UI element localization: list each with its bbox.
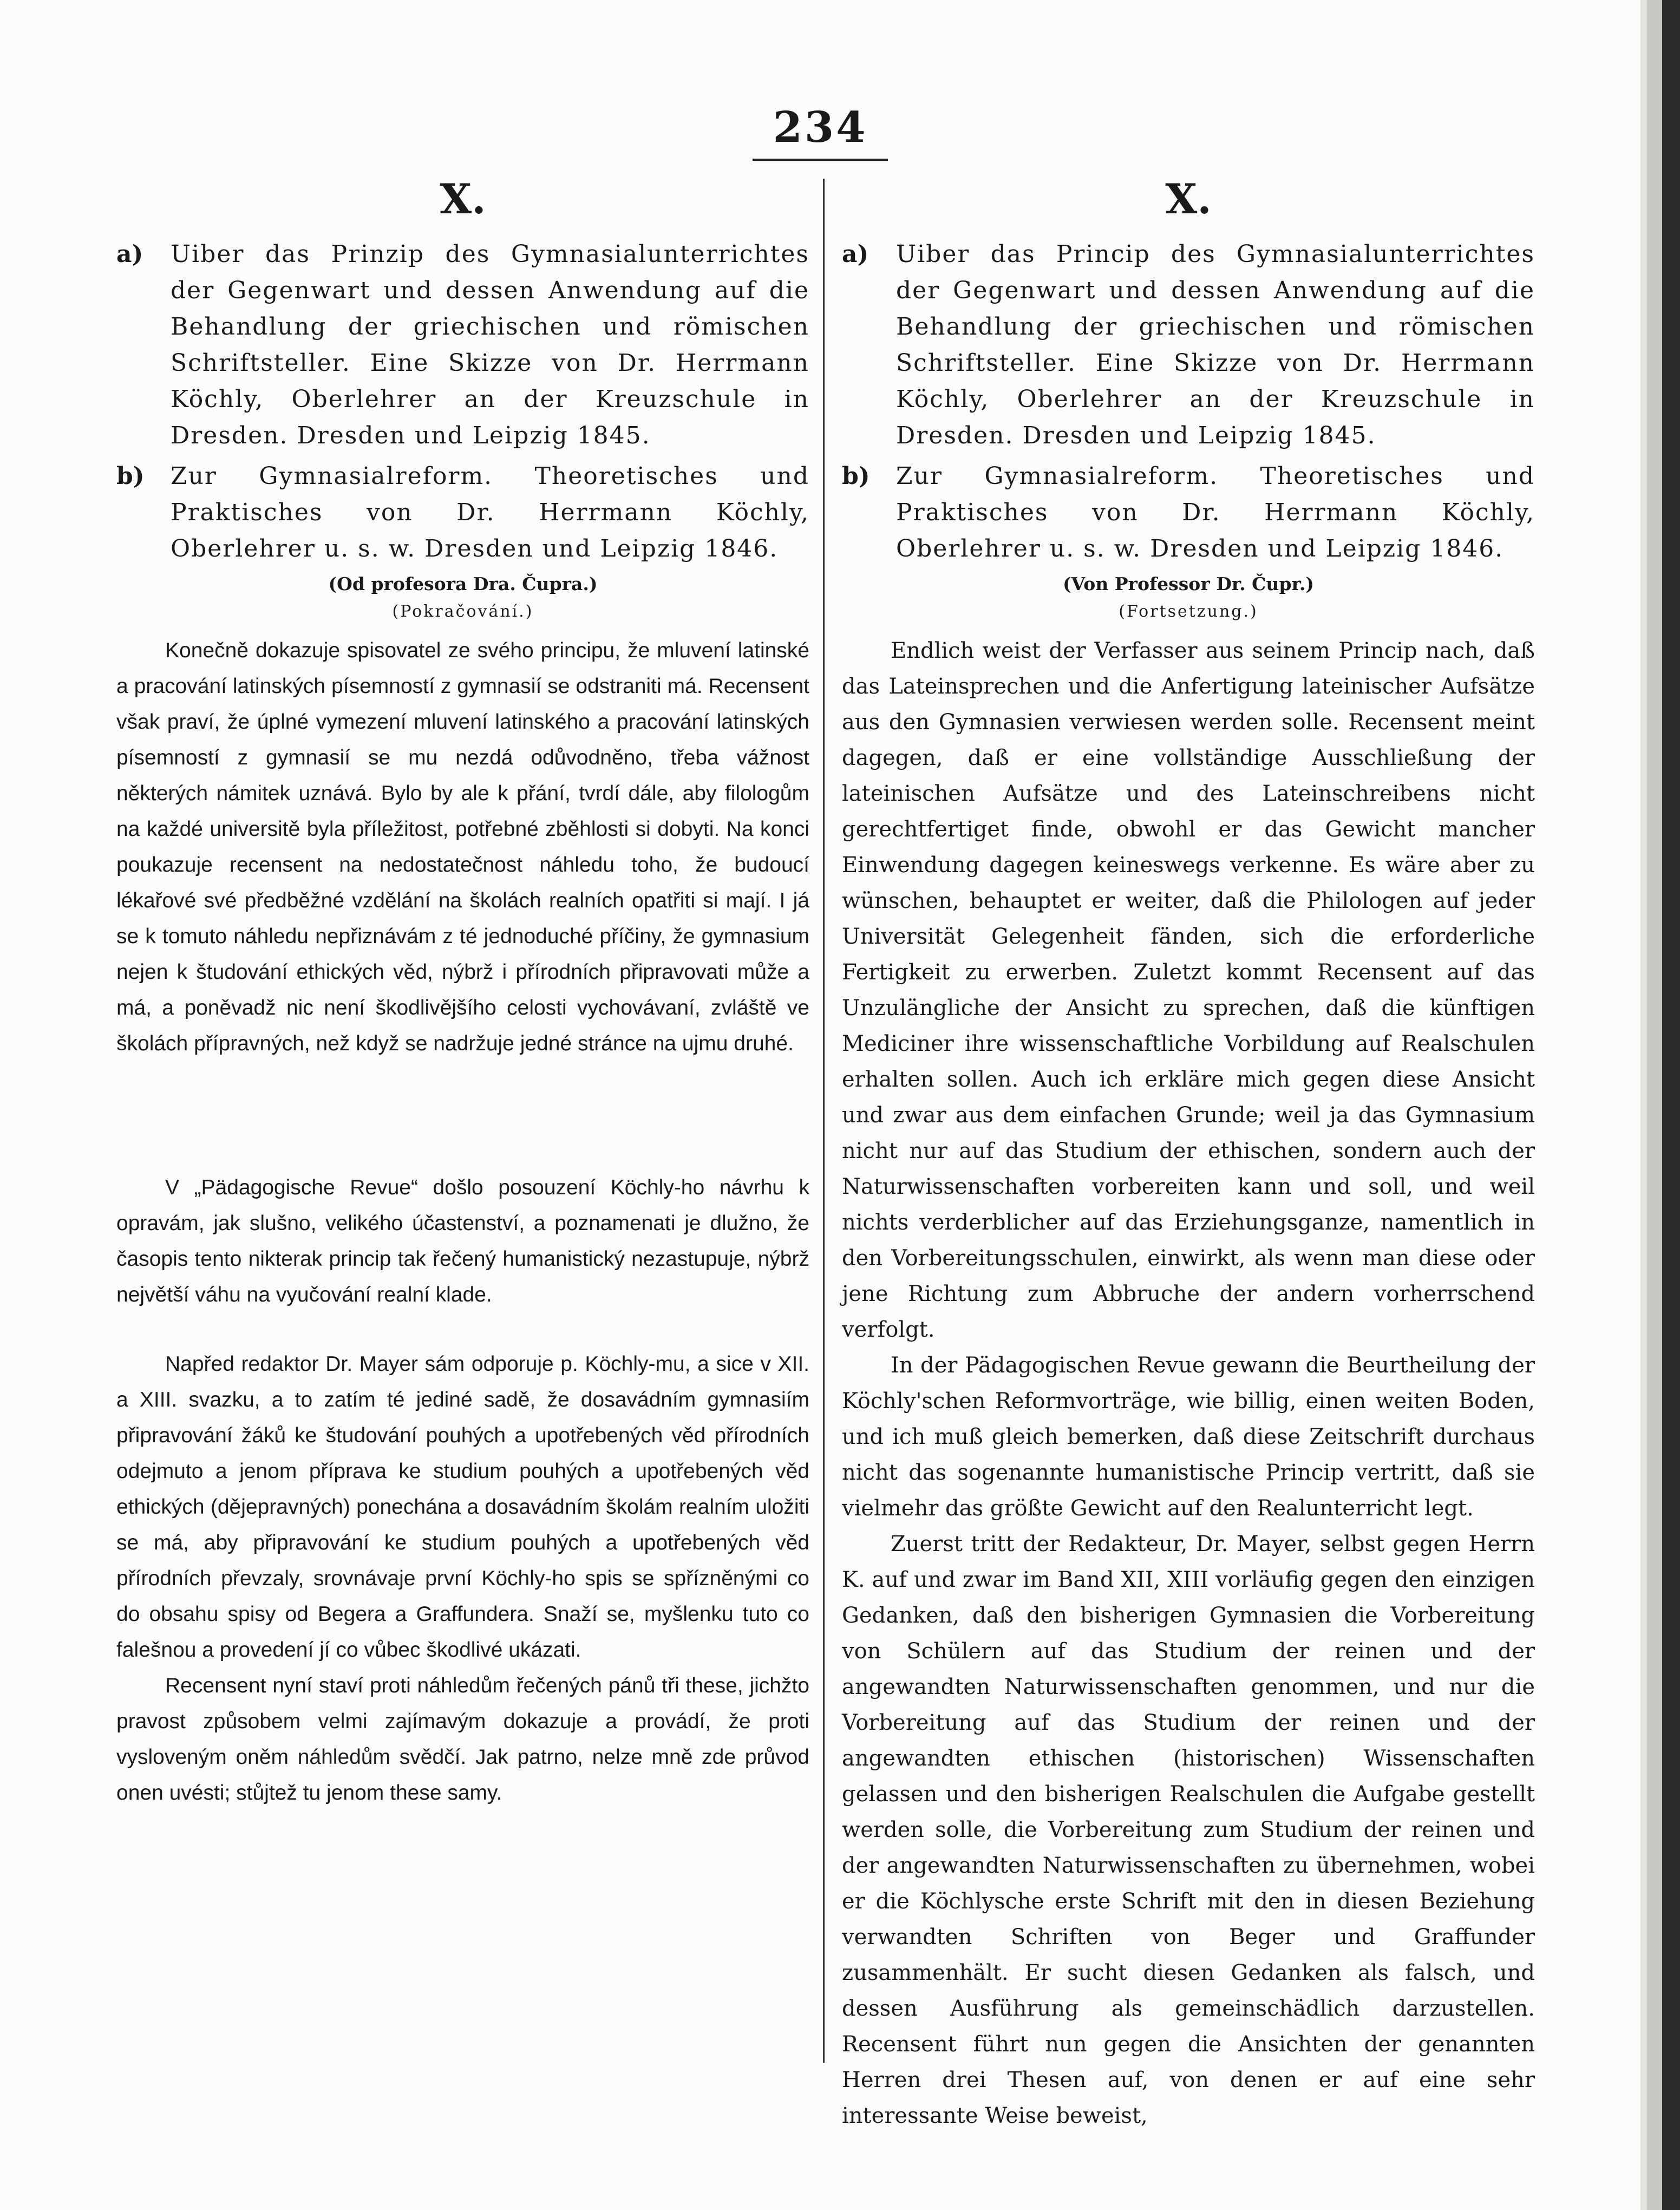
bibliography-entry-a: [116, 236, 809, 454]
author-attribution: (Von Professor Dr. Čupr.): [1063, 573, 1314, 594]
entry-label: a): [116, 240, 143, 268]
body-paragraph: V „Pädagogische Revue“ došlo posouzení Köchly-ho návrhu k opravám, jak slušno, velikého účastenství, a poznamenati je dlužno, že časopis tento nikterak princip tak řečený humanistický nezastupuje, nýbrž největší váhu na vyučování realní klade.: [116, 1176, 809, 1306]
entry-label: b): [116, 462, 145, 490]
body-paragraph: Endlich weist der Verfasser aus seinem Princip nach, daß das Lateinsprechen und die Anfertigung lateinischer Aufsätze aus den Gymnasien verwiesen werden solle. Recensent meint dagegen, daß er eine vollständige Ausschließung der lateinischen Aufsätze und des Lateinschreibens nicht gerechtfertiget finde, obwohl er das Gewicht mancher Einwendung dagegen keineswegs verkenne. Es wäre aber zu wünschen, behauptet er weiter, daß die Philologen auf jeder Universität Gelegenheit fänden, sich die erforderliche Fertigkeit zu erwerben. Zuletzt kommt Recensent auf das Unzulängliche der Ansicht zu sprechen, daß die künftigen Mediciner ihre wissenschaftliche Vorbildung auf Realschulen erhalten sollen. Auch ich erkläre mich gegen diese Ansicht und zwar aus dem einfachen Grunde; weil ja das Gymnasium nicht nur auf das Studium der ethischen, sondern auch der Naturwissenschaften vorbereiten kann und soll, und weil nichts verderblicher auf das Erziehungsganze, namentlich in den Vorbereitungsschulen, einwirkt, als wenn man diese oder jene Richtung zum Abbruche der andern vorherrschend verfolgt.: [842, 638, 1535, 1342]
continuation-note: (Fortsetzung.): [1119, 602, 1258, 621]
entry-text: Zur Gymnasialreform. Theoretisches und Praktisches von Dr. Herrmann Köchly, Oberlehrer u. s. w. Dresden und Leipzig 1846.: [171, 462, 809, 563]
body-paragraph: In der Pädagogischen Revue gewann die Beurtheilung der Köchly'schen Reformvorträge, wie billig, einen weiten Boden, und ich muß gleich bemerken, daß diese Zeitschrift durchaus nicht das sogenannte humanistische Princip vertritt, daß sie vielmehr das größte Gewicht auf den Realunterricht legt.: [842, 1353, 1535, 1521]
section-numeral: X.: [1165, 175, 1212, 223]
bibliography-entry-a: [842, 236, 1535, 454]
column-divider: [823, 179, 825, 2063]
entry-text: Uiber das Prinzip des Gymnasialunterrichtes der Gegenwart und dessen Anwendung auf die Behandlung der griechischen und römischen Schriftsteller. Eine Skizze von Dr. Herrmann Köchly, Oberlehrer an der Kreuzschule in Dresden. Dresden und Leipzig 1845.: [171, 240, 809, 449]
czech-column: [116, 175, 809, 1811]
continuation-note: (Pokračování.): [392, 602, 534, 621]
bibliography-entry-b: [116, 458, 809, 567]
body-paragraph: Konečně dokazuje spisovatel ze svého principu, že mluvení latinské a pracování latinských písemností z gymnasií se odstraniti má. Recensent však praví, že úplné vymezení mluvení latinského a pracování latinských písemností z gymnasií se mu nezdá odůvodněno, třeba vážnost některých námitek uznává. Bylo by ale k přání, tvrdí dále, aby filologům na každé universitě byla příležitost, potřebné zběhlosti si dobyti. Na konci poukazuje recensent na nedostatečnost náhledu toho, že budoucí lékařové své předběžné vzdělání na školách realních opatřiti si mají. I já se k tomuto náhledu nepřiznávám z té jednoduché příčiny, že gymnasium nejen k študování ethických věd, nýbrž i přírodních připravovati může a má, a poněvadž nic není škodlivějšího celosti vychovávaní, zvláště ve školách přípravných, než když se nadržuje jedné stránce na ujmu druhé.: [116, 639, 809, 1055]
entry-label: b): [842, 462, 870, 490]
german-column: [842, 175, 1535, 2134]
body-paragraph: Napřed redaktor Dr. Mayer sám odporuje p. Köchly-mu, a sice v XII. a XIII. svazku, a to zatím té jediné sadě, že dosavádním gymnasiím připravování žáků ke študování pouhých a upotřebených věd přírodních odejmuto a jenom příprava ke studium pouhých a upotřebených věd ethických (dějepravných) ponechána a dosavádním školám realním uložiti se má, aby připravování ke studium pouhých a upotřebených věd přírodních převzaly, srovnávaje první Köchly-ho spis se spřízněnými co do obsahu spisy od Begera a Graffundera. Snaží se, myšlenku tuto co falešnou a provedení jí co vůbec škodlivé ukázati.: [116, 1352, 809, 1662]
author-attribution: (Od profesora Dra. Čupra.): [328, 573, 598, 594]
body-paragraph: Zuerst tritt der Redakteur, Dr. Mayer, selbst gegen Herrn K. auf und zwar im Band XII, XIII vorläufig gegen den einzigen Gedanken, daß den bisherigen Gymnasien die Vorbereitung von Schülern auf das Studium der reinen und der angewandten Naturwissenschaften genommen, und nur die Vorbereitung auf das Studium der reinen und der angewandten ethischen (historischen) Wissenschaften gelassen und den bisherigen Realschulen die Aufgabe gestellt werden solle, die Vorbereitung zum Studium der reinen und der angewandten Naturwissenschaften zu übernehmen, wobei er die Köchlysche erste Schrift mit den in diesen Beziehung verwandten Schriften von Beger und Graffunder zusammenhält. Er sucht diesen Gedanken als falsch, und dessen Ausführung als gemeinschädlich darzustellen. Recensent führt nun gegen die Ansichten der genannten Herren drei Thesen auf, von denen er auf eine sehr interessante Weise beweist,: [842, 1532, 1535, 2128]
section-numeral: X.: [440, 175, 486, 223]
entry-label: a): [842, 240, 869, 268]
entry-text: Uiber das Princip des Gymnasialunterrichtes der Gegenwart und dessen Anwendung auf die Behandlung der griechischen und römischen Schriftsteller. Eine Skizze von Dr. Herrmann Köchly, Oberlehrer an der Kreuzschule in Dresden. Dresden und Leipzig 1845.: [896, 240, 1535, 449]
bibliography-entry-b: [842, 458, 1535, 567]
page-number: 234: [753, 103, 888, 161]
entry-text: Zur Gymnasialreform. Theoretisches und Praktisches von Dr. Herrmann Köchly, Oberlehrer u. s. w. Dresden und Leipzig 1846.: [896, 462, 1535, 563]
body-paragraph: Recensent nyní staví proti náhledům řečených pánů tři these, jichžto pravost způsobem velmi zajímavým dokazuje a provádí, že proti vysloveným oněm náhledům svědčí. Jak patrno, nelze mně zde průvod onen uvésti; stůjtež tu jenom these samy.: [116, 1674, 809, 1804]
